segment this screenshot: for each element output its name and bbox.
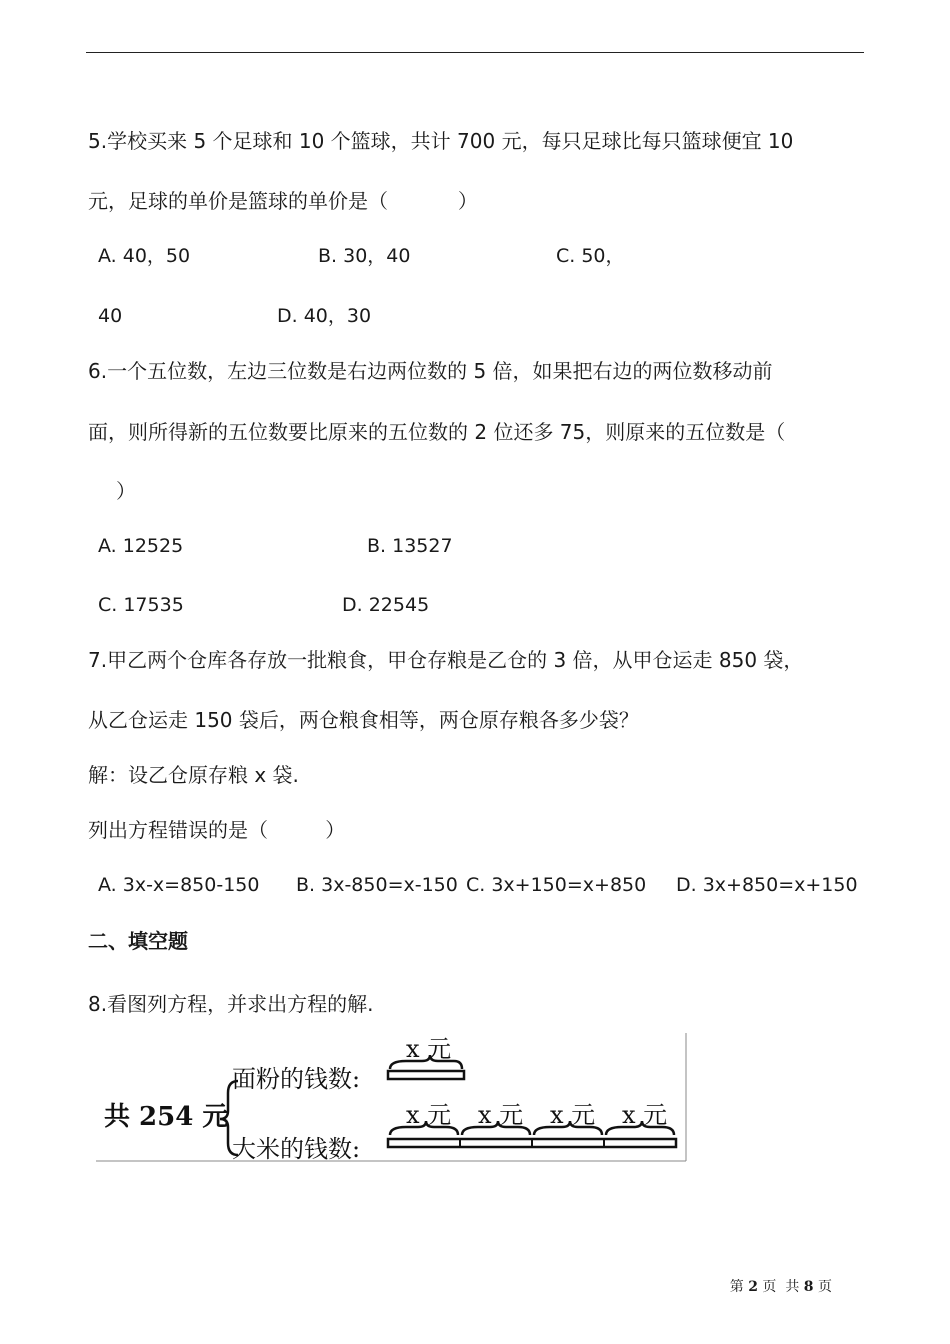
q5-line2: 元，足球的单价是篮球的单价是（ ） — [88, 189, 478, 213]
q5-option-d: D. 40，30 — [277, 305, 372, 327]
q5-option-c-continued: 40 — [98, 305, 123, 327]
rice-money-label: 大米的钱数: — [232, 1135, 361, 1163]
footer-suffix: 页 — [813, 1279, 832, 1295]
header-rule — [86, 52, 864, 53]
q6-option-d: D. 22545 — [342, 594, 430, 616]
q7-line2: 从乙仓运走 150 袋后，两仓粮食相等，两仓原存粮各多少袋？ — [88, 708, 639, 732]
q6-option-c: C. 17535 — [98, 594, 184, 616]
rice-x-yuan-label-2: x 元 — [478, 1101, 524, 1129]
q7-line4: 列出方程错误的是（ ） — [88, 818, 346, 842]
rice-x-yuan-label-4: x 元 — [622, 1101, 668, 1129]
flour-segment-bar — [388, 1071, 464, 1079]
q6-line3: ） — [116, 479, 136, 503]
q8-diagram — [96, 1031, 688, 1163]
q7-option-b: B. 3x-850=x-150 — [296, 874, 458, 896]
q6-option-a: A. 12525 — [98, 535, 184, 557]
rice-x-yuan-label-3: x 元 — [550, 1101, 596, 1129]
rice-x-yuan-label-1: x 元 — [406, 1101, 452, 1129]
q5-option-b: B. 30，40 — [318, 245, 411, 267]
flour-x-yuan-label: x 元 — [406, 1035, 452, 1063]
q6-option-b: B. 13527 — [367, 535, 453, 557]
q5-line1: 5.学校买来 5 个足球和 10 个篮球，共计 700 元，每只足球比每只篮球便宜 10 — [88, 129, 794, 153]
q6-line1: 6.一个五位数，左边三位数是右边两位数的 5 倍，如果把右边的两位数移动前 — [88, 359, 773, 383]
footer-middle: 页 共 — [757, 1279, 804, 1295]
footer-page-number: 2 — [748, 1279, 758, 1295]
q8-line1: 8.看图列方程，并求出方程的解. — [88, 992, 374, 1016]
q7-option-d: D. 3x+850=x+150 — [676, 874, 858, 896]
q7-option-a: A. 3x-x=850-150 — [98, 874, 260, 896]
flour-money-label: 面粉的钱数: — [232, 1065, 361, 1093]
total-amount-label: 共 254 元 — [104, 1102, 229, 1132]
q7-option-c: C. 3x+150=x+850 — [466, 874, 647, 896]
q5-option-a: A. 40，50 — [98, 245, 191, 267]
footer-prefix: 第 — [729, 1279, 749, 1295]
section-title-fill-blank: 二、填空题 — [88, 929, 188, 953]
page-footer — [730, 1276, 832, 1296]
q5-option-c: C. 50， — [556, 245, 625, 267]
q7-line3: 解：设乙仓原存粮 x 袋. — [88, 763, 299, 787]
q7-line1: 7.甲乙两个仓库各存放一批粮食，甲仓存粮是乙仓的 3 倍，从甲仓运走 850 袋， — [88, 648, 804, 672]
q6-line2: 面，则所得新的五位数要比原来的五位数的 2 位还多 75，则原来的五位数是（ — [88, 420, 786, 444]
footer-total-pages: 8 — [803, 1279, 814, 1295]
